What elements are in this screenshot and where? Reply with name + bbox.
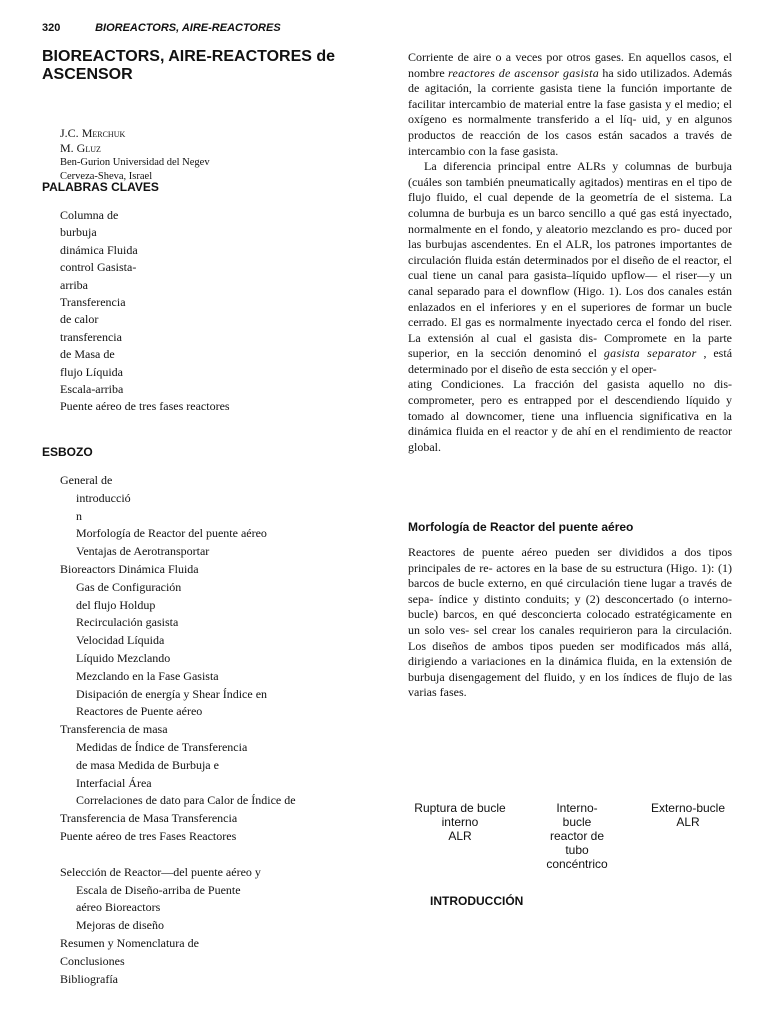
author-1: J.C. Merchuk bbox=[60, 126, 126, 140]
outline-item: Medidas de Índice de Transferencia bbox=[76, 739, 248, 754]
keyword-line: Puente aéreo de tres fases reactores bbox=[60, 399, 230, 414]
body-column-bottom bbox=[408, 545, 732, 701]
outline-item: Puente aéreo de tres Fases Reactores bbox=[60, 828, 237, 843]
outline-item: Disipación de energía y Shear Índice en bbox=[76, 686, 268, 701]
running-header bbox=[42, 22, 281, 34]
outline-item: Transferencia de Masa Transferencia bbox=[60, 811, 238, 826]
outline-item: n bbox=[76, 508, 82, 523]
outline-item: Transferencia de masa bbox=[60, 722, 168, 737]
affiliation-1: Ben-Gurion Universidad del Negev bbox=[60, 157, 210, 168]
keyword-line: de calor bbox=[60, 312, 99, 327]
outline-heading: ESBOZO bbox=[42, 445, 93, 459]
keyword-line: Columna de bbox=[60, 208, 119, 222]
figure-label-external-loop: Externo-bucle ALR bbox=[650, 801, 726, 829]
keyword-line: de Masa de bbox=[60, 347, 115, 362]
outline-item: Bibliografía bbox=[60, 971, 118, 986]
outline-list bbox=[60, 472, 296, 988]
outline-item: Resumen y Nomenclatura de bbox=[60, 935, 199, 950]
outline-item: Reactores de Puente aéreo bbox=[76, 704, 203, 719]
outline-item: Recirculación gasista bbox=[76, 615, 179, 630]
outline-spacer bbox=[60, 846, 296, 864]
outline-item: Mejoras de diseño bbox=[76, 918, 164, 933]
outline-item: Velocidad Líquida bbox=[76, 633, 165, 648]
outline-item: Interfacial Área bbox=[76, 775, 152, 790]
outline-item: del flujo Holdup bbox=[76, 597, 156, 612]
keyword-line: flujo Líquida bbox=[60, 364, 123, 379]
keyword-line: dinámica Fluida bbox=[60, 242, 138, 257]
page-number: 320 bbox=[42, 22, 61, 34]
paragraph-3: ating Condiciones. La fracción del gasista aquello no dis- comprometer, pero es entrapped por el descendiendo líquido y tomado al downcomer, tiene una influencia significativa en la dinámica fluida en el reactor y de ahí en el rendimiento de reactor global. bbox=[408, 377, 732, 454]
outline-item: Bioreactors Dinámica Fluida bbox=[60, 561, 199, 576]
article-title: BIOREACTORS, AIRE-REACTORES de ASCENSOR bbox=[42, 48, 336, 83]
paragraph-1: Corriente de aire o a veces por otros gases. En aquellos casos, el nombre reactores de ascensor gasista ha sido utilizados. Además de agitación, la corriente gasista tiene la función importante de facilitar intercambio de material entre la fase gasista y el medio; el oxígeno es normalmente transferido a el líq- uid, y en algunos productos de reacción de los casos están sacados a través de intercambio con la fase gasista. bbox=[408, 50, 732, 158]
outline-item: de masa Medida de Burbuja e bbox=[76, 757, 219, 772]
introduction-heading: INTRODUCCIÓN bbox=[430, 894, 524, 908]
morphology-heading: Morfología de Reactor del puente aéreo bbox=[408, 520, 634, 534]
outline-item: Selección de Reactor—del puente aéreo y bbox=[60, 864, 261, 879]
author-2: M. Gluz bbox=[60, 141, 101, 155]
keyword-line: arriba bbox=[60, 277, 88, 292]
figure-label-split-loop: Ruptura de bucle interno ALR bbox=[414, 801, 506, 843]
outline-item: Ventajas de Aerotransportar bbox=[76, 544, 210, 559]
running-title: BIOREACTORS, AIRE-REACTORES bbox=[95, 22, 281, 34]
outline-item: aéreo Bioreactors bbox=[76, 900, 161, 915]
keywords-list bbox=[60, 207, 230, 416]
outline-item: General de bbox=[60, 473, 113, 487]
outline-item: Conclusiones bbox=[60, 953, 125, 968]
body-column-top bbox=[408, 50, 732, 455]
keyword-line: control Gasista- bbox=[60, 260, 137, 275]
author-block bbox=[60, 126, 210, 184]
outline-item: Morfología de Reactor del puente aéreo bbox=[76, 526, 267, 541]
keyword-line: Transferencia bbox=[60, 295, 126, 310]
keyword-line: Escala-arriba bbox=[60, 382, 124, 397]
outline-item: Correlaciones de dato para Calor de Índice de bbox=[76, 793, 296, 808]
outline-item: Mezclando en la Fase Gasista bbox=[76, 668, 219, 683]
affiliation-2: Cerveza-Sheva, Israel bbox=[60, 171, 153, 182]
keywords-heading: PALABRAS CLAVES bbox=[42, 180, 159, 194]
outline-item: Escala de Diseño-arriba de Puente bbox=[76, 882, 241, 897]
outline-item: introducció bbox=[76, 490, 131, 505]
figure-label-concentric-tube: Interno- bucle reactor de tubo concéntrico bbox=[546, 801, 608, 871]
paragraph-2: La diferencia principal entre ALRs y columnas de burbuja (cuáles son también pneumatically agitados) mentiras en el tipo de flujo fluido, el cual depende de la geometría de el sistema. La columna de burbuja es un barco sencillo a qué gas está inyectado, normalmente en el fondo, y aleatorio mezclando es pro- duced por las burbujas ascendentes. En el ALR, los patrones importantes de circulación fluida están determinados por el diseño de el reactor, el cual tiene un canal para gasista–líquido upflow— el riser—y un canal separado para el downflow (Higo. 1). Los dos canales están enlazados en el inferiores y en el superiores de formar un bucle cerrado. El gas es normalmente inyectado cerca el fondo del riser. La extensión al cual el gasista dis- Compromete en la parte superior, en la sección denominó el gasista separator , está determinado por el diseño de esta sección y el oper- bbox=[408, 159, 733, 376]
outline-item: Gas de Configuración bbox=[76, 579, 182, 594]
keyword-line: burbuja bbox=[60, 225, 97, 240]
outline-item: Líquido Mezclando bbox=[76, 650, 171, 665]
paragraph-4: Reactores de puente aéreo pueden ser divididos a dos tipos principales de re- actores en la base de su estructura (Higo. 1): (1) barcos de bucle externo, en qué circulación tiene lugar a través de sepa- índice y distinto conduits; y (2) desconcertado (o interno-bucle) barcos, en qué desconcierta colocado estratégicamente en un solo ves- sel crear los canales requirieron para la circulación. Los diseños de ambos tipos pueden ser modificados más allá, dirigiendo a variaciones en la dinámica fluida, en la extensión de burbuja disengagement del fluido, y en los índices de flujo de las varias fases. bbox=[408, 545, 732, 700]
keyword-line: transferencia bbox=[60, 329, 122, 344]
